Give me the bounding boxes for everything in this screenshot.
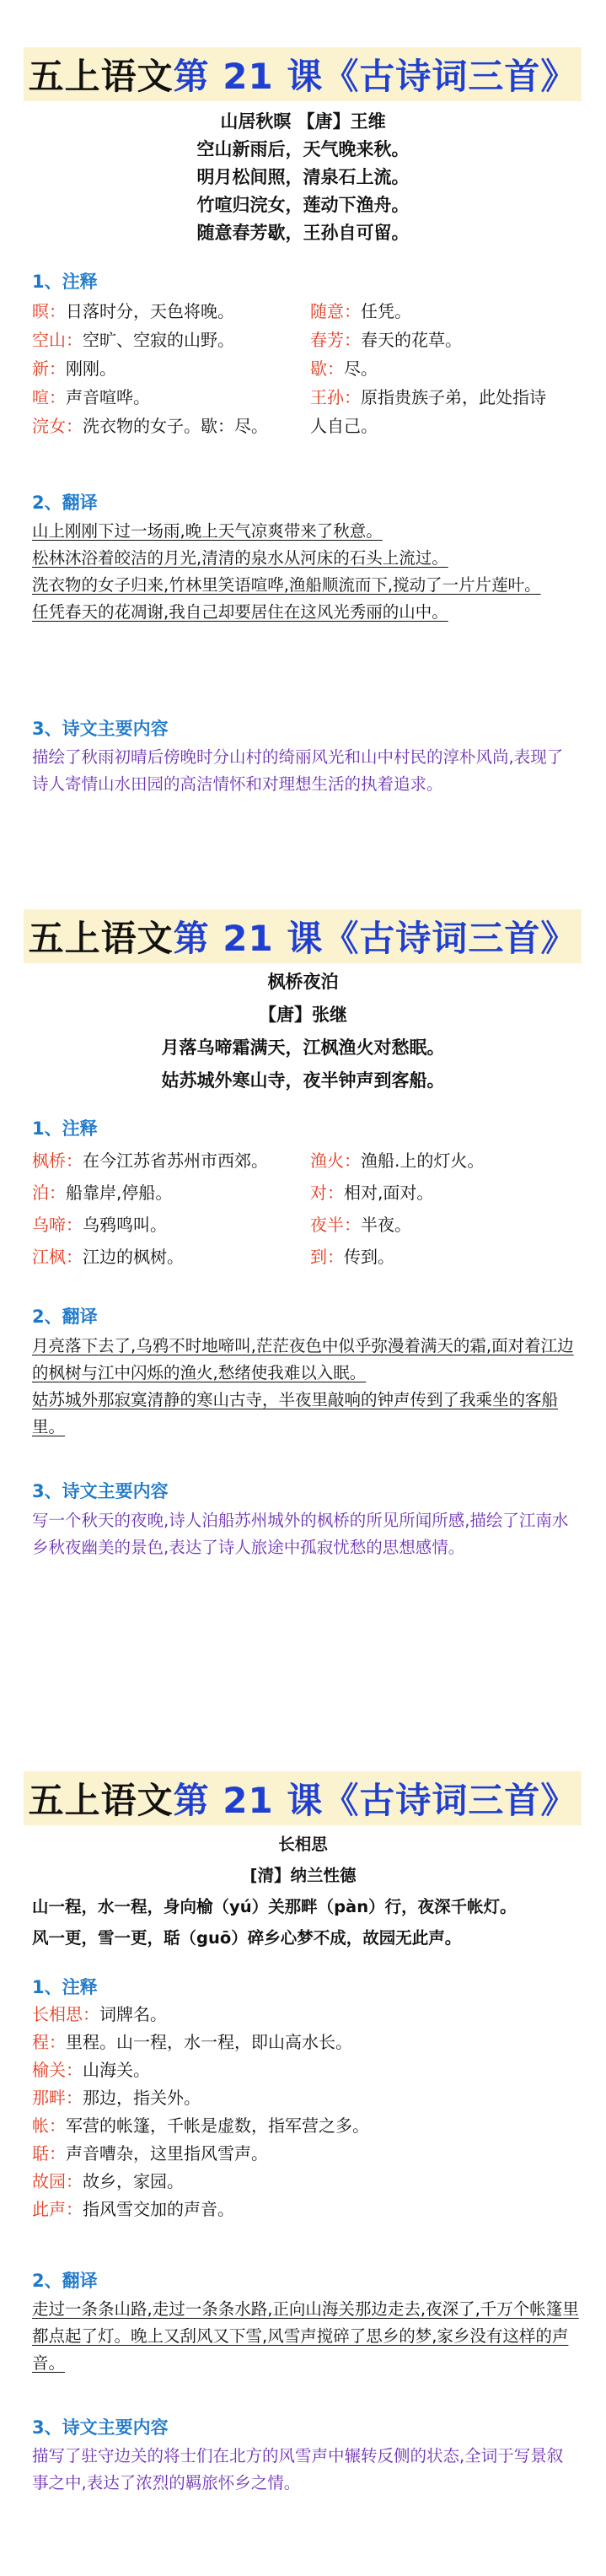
translation-line: 松林沐浴着皎洁的月光,清清的泉水从河床的石头上流过。: [32, 548, 448, 568]
translation-line: 月亮落下去了,乌鸦不时地啼叫,茫茫夜色中似乎弥漫着满天的霜,面对着江边的枫树与江中闪烁的渔火,愁绪使我难以入眠。: [32, 1336, 574, 1382]
note-term: 帐：: [32, 2115, 66, 2136]
note-definition: 声音喧哗。: [66, 387, 150, 407]
note-definition: 任凭。: [361, 301, 411, 321]
poem-line: 山一程，水一程，身向榆（yú）关那畔（pàn）行，夜深千帐灯。: [32, 1897, 517, 1916]
note-term: 那畔：: [32, 2088, 83, 2108]
note-row: [32, 2168, 580, 2196]
note-term: 泊：: [32, 1183, 66, 1203]
title-grade: 五上语文: [28, 56, 174, 97]
note-term: 夜半：: [310, 1215, 361, 1235]
note-row: [32, 2029, 580, 2056]
note-term: 程：: [32, 2032, 66, 2052]
note-definition: 在今江苏省苏州市西郊。: [83, 1151, 268, 1171]
translation-heading: 2、翻译: [32, 493, 98, 513]
note-term: 故园：: [32, 2171, 83, 2191]
note-definition: 山海关。: [83, 2060, 150, 2080]
note-term: 暝：: [32, 301, 66, 321]
title-lesson: 第 21 课《古诗词三首》: [173, 918, 577, 959]
note-definition: 传到。: [344, 1247, 394, 1267]
note-definition: 声音嘈杂，这里指风雪声。: [66, 2143, 268, 2164]
note-definition: 乌鸦鸣叫。: [83, 1215, 167, 1235]
content-heading: 3、诗文主要内容: [32, 1481, 169, 1501]
note-term: 空山：: [32, 330, 83, 350]
note-definition: 船靠岸,停船。: [66, 1183, 173, 1203]
translation-line: 任凭春天的花凋谢,我自己却要居住在这风光秀丽的山中。: [32, 602, 448, 622]
translation-line: 走过一条条山路,走过一条条水路,正向山海关那边走去,夜深了,千万个帐篷里都点起了灯。晚上又刮风又下雪,风雪声搅碎了思乡的梦,家乡没有这样的声音。: [32, 2299, 579, 2373]
title-lesson: 第 21 课《古诗词三首》: [173, 56, 577, 97]
note-definition: 那边，指关外。: [83, 2088, 201, 2108]
translation-line: 山上刚刚下过一场雨,晚上天气凉爽带来了秋意。: [32, 521, 383, 541]
note-term: 长相思：: [32, 2004, 99, 2024]
note-definition: 相对,面对。: [344, 1183, 434, 1203]
note-term: 榆关：: [32, 2060, 83, 2080]
note-term: 王孙：: [310, 387, 361, 407]
note-definition: 人自己。: [310, 416, 378, 436]
poem-title-line: 枫桥夜泊: [267, 972, 339, 992]
poem-author-line: 【唐】张继: [259, 1005, 347, 1025]
note-term: 渔火：: [310, 1151, 361, 1171]
note-term: 乌啼：: [32, 1215, 83, 1235]
note-term: 歇：: [310, 358, 344, 379]
note-row: [32, 2001, 580, 2029]
note-term: 浣女：: [32, 416, 83, 436]
note-definition: 里程。山一程，水一程，即山高水长。: [66, 2032, 352, 2052]
notes-heading: 1、注释: [32, 1977, 98, 1997]
note-row: [32, 2084, 580, 2112]
translation-line: 姑苏城外那寂寞清静的寒山古寺，半夜里敲响的钟声传到了我乘坐的客船里。: [32, 1390, 559, 1436]
notes-heading: 1、注释: [32, 1118, 98, 1139]
note-definition: 军营的帐篷，千帐是虚数，指军营之多。: [66, 2115, 369, 2136]
note-definition: 空旷、空寂的山野。: [83, 330, 234, 350]
notes-heading: 1、注释: [32, 272, 98, 292]
note-definition: 原指贵族子弟，此处指诗: [361, 387, 546, 407]
note-definition: 春天的花草。: [361, 330, 462, 350]
note-term: 到：: [310, 1247, 344, 1267]
note-term: 此声：: [32, 2199, 83, 2219]
note-row: [32, 2112, 580, 2140]
note-definition: 半夜。: [361, 1215, 411, 1235]
note-term: 随意：: [310, 301, 361, 321]
note-definition: 渔船.上的灯火。: [361, 1151, 485, 1171]
poem-author-line: [清】纳兰性德: [249, 1866, 357, 1885]
note-definition: 洗衣物的女子。歇：尽。: [83, 416, 268, 436]
lesson-title: [24, 1771, 582, 1825]
note-row: [32, 2140, 580, 2168]
translation: [32, 2296, 580, 2377]
notes-list: [32, 2001, 580, 2223]
title-lesson: 第 21 课《古诗词三首》: [173, 1780, 577, 1821]
note-term: 对：: [310, 1183, 344, 1203]
content-heading: 3、诗文主要内容: [32, 2417, 169, 2438]
note-term: 春芳：: [310, 330, 361, 350]
content-heading: 3、诗文主要内容: [32, 719, 169, 739]
poem-line: 竹喧归浣女，莲动下渔舟。: [196, 195, 410, 215]
note-term: 新：: [32, 358, 66, 379]
note-definition: 刚刚。: [66, 358, 116, 379]
main-content: 写一个秋天的夜晚,诗人泊船苏州城外的枫桥的所见所闻所感,描绘了江南水乡秋夜幽美的景色,表达了诗人旅途中孤寂忧愁的思想感情。: [32, 1511, 569, 1557]
note-row: [32, 2056, 580, 2084]
title-grade: 五上语文: [28, 918, 174, 959]
poem-line: 风一更，雪一更，聒（guō）碎乡心梦不成，故园无此声。: [32, 1928, 462, 1948]
note-definition: 日落时分，天色将晚。: [66, 301, 234, 321]
poem-line: 姑苏城外寒山寺，夜半钟声到客船。: [161, 1070, 445, 1091]
note-term: 喧：: [32, 387, 66, 407]
note-definition: 故乡，家园。: [83, 2171, 184, 2191]
note-definition: 江边的枫树。: [83, 1247, 184, 1267]
poem: [0, 1830, 606, 1952]
translation-heading: 2、翻译: [32, 1307, 98, 1327]
note-definition: 词牌名。: [99, 2004, 167, 2024]
main-content: 描写了驻守边关的将士们在北方的风雪声中辗转反侧的状态,全词于写景叙事之中,表达了浓烈的羁旅怀乡之情。: [32, 2446, 564, 2492]
poem-title-line: 山居秋暝 【唐】王维: [220, 111, 386, 132]
note-row: [32, 2196, 580, 2223]
title-grade: 五上语文: [28, 1780, 174, 1821]
note-term: 聒：: [32, 2143, 66, 2164]
poem-line: 空山新雨后，天气晚来秋。: [196, 139, 410, 159]
poem-title-line: 长相思: [278, 1835, 328, 1854]
note-definition: 尽。: [344, 358, 378, 379]
note-definition: 指风雪交加的声音。: [83, 2199, 234, 2219]
note-term: 江枫：: [32, 1247, 83, 1267]
note-term: 枫桥：: [32, 1151, 83, 1171]
poem-line: 明月松间照，清泉石上流。: [196, 167, 410, 187]
translation-heading: 2、翻译: [32, 2271, 98, 2291]
main-content: 描绘了秋雨初晴后傍晚时分山村的绮丽风光和山中村民的淳朴风尚,表现了诗人寄情山水田园的高洁情怀和对理想生活的执着追求。: [32, 747, 564, 794]
poem-line: 随意春芳歇，王孙自可留。: [196, 223, 410, 243]
translation-line: 洗衣物的女子归来,竹林里笑语喧哗,渔船顺流而下,搅动了一片片莲叶。: [32, 575, 541, 595]
poem-line: 月落乌啼霜满天，江枫渔火对愁眠。: [161, 1037, 445, 1058]
